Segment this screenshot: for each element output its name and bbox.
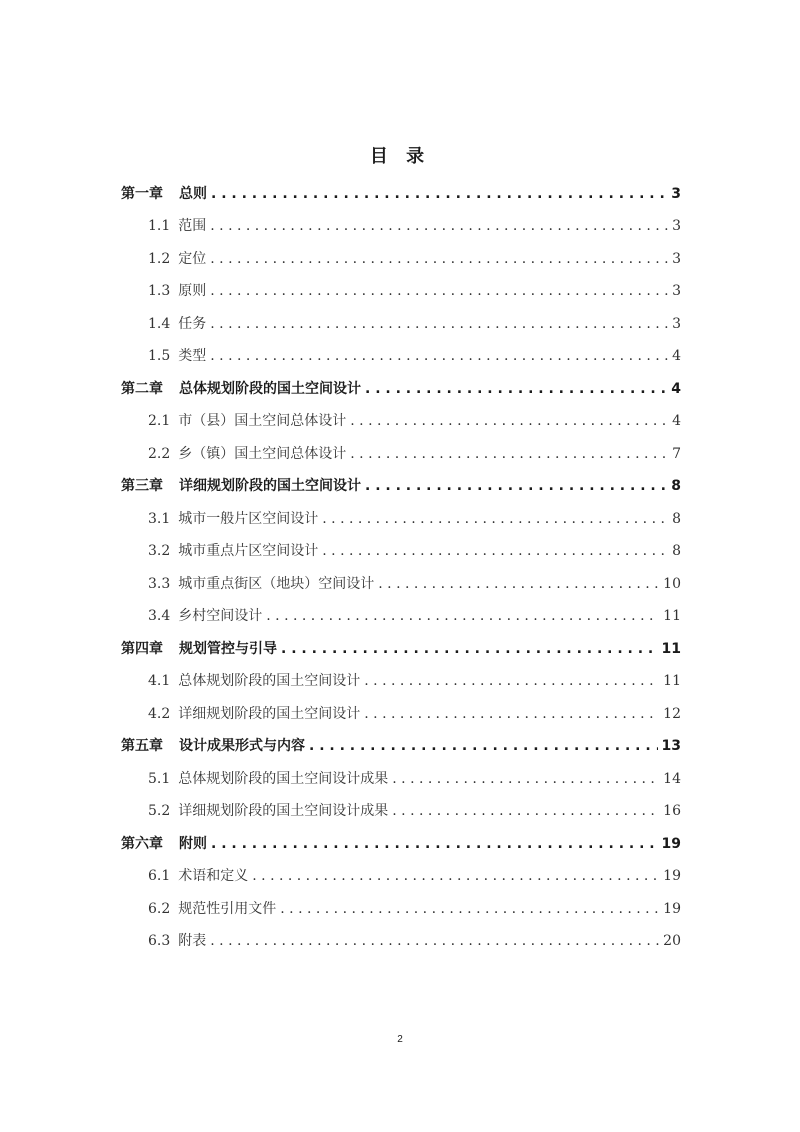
toc-section-entry[interactable] [121,272,681,305]
entry-page-number: 3 [672,250,681,267]
dot-leader [210,278,668,304]
entry-title: 乡村空间设计 [178,608,263,624]
entry-title: 规范性引用文件 [178,900,277,917]
entry-page-number: 8 [671,478,681,494]
entry-number: 6.3 [148,933,171,949]
dot-leader [281,636,658,662]
entry-title: 城市重点片区空间设计 [178,543,319,559]
entry-page-number: 4 [671,380,681,397]
toc-chapter-entry[interactable] [121,629,681,662]
entry-title: 任务 [178,315,207,332]
toc-chapter-entry[interactable] [121,467,681,500]
toc-section-entry[interactable] [121,239,681,272]
dot-leader [210,246,668,272]
dot-leader [322,538,668,564]
toc-section-entry[interactable] [121,304,681,337]
entry-title: 城市一般片区空间设计 [178,510,319,527]
page-number: 2 [397,1034,403,1045]
entry-page-number: 11 [661,640,681,657]
toc-chapter-entry[interactable] [121,727,681,760]
entry-page-number: 3 [671,185,681,202]
entry-number: 3.2 [148,543,171,559]
toc-section-entry[interactable] [121,402,681,435]
dot-leader [322,506,668,532]
entry-page-number: 7 [672,445,681,462]
dot-leader [365,473,667,499]
entry-title: 详细规划阶段的国土空间设计 [178,705,361,722]
dot-leader [266,603,659,629]
entry-title: 范围 [178,218,207,234]
entry-page-number: 19 [661,835,681,852]
entry-page-number: 19 [663,868,681,884]
toc-section-entry[interactable] [121,337,681,370]
entry-number: 1.3 [148,283,171,299]
entry-page-number: 19 [663,900,681,917]
toc-title: 目 录 [369,146,431,167]
entry-number: 3.4 [148,608,171,624]
dot-leader [210,311,668,337]
entry-number: 第四章 [121,640,163,657]
entry-number: 4.2 [148,705,171,722]
entry-title: 总则 [179,185,207,202]
toc-section-entry[interactable] [121,564,681,597]
entry-number: 第六章 [121,835,163,852]
toc-section-entry[interactable] [121,857,681,890]
toc-chapter-entry[interactable] [121,824,681,857]
toc-section-entry[interactable] [121,694,681,727]
toc-chapter-entry[interactable] [121,369,681,402]
toc-section-entry[interactable] [121,792,681,825]
entry-number: 第五章 [121,738,163,754]
entry-number: 4.1 [148,673,171,689]
entry-page-number: 14 [663,770,681,787]
entry-page-number: 3 [672,218,681,234]
entry-title: 附表 [178,933,207,949]
entry-number: 第一章 [121,185,163,202]
dot-leader [392,766,659,792]
entry-page-number: 12 [663,705,681,722]
entry-number: 第二章 [121,380,163,397]
entry-number: 1.5 [148,348,171,364]
entry-title: 术语和定义 [178,868,249,884]
entry-number: 1.1 [148,218,171,234]
entry-page-number: 10 [663,575,681,592]
dot-leader [364,701,659,727]
entry-title: 设计成果形式与内容 [179,738,305,754]
entry-page-number: 8 [672,543,681,559]
entry-page-number: 4 [672,413,681,429]
dot-leader [280,896,659,922]
dot-leader [252,863,659,889]
dot-leader [211,181,667,207]
entry-number: 3.3 [148,575,171,592]
dot-leader [364,668,659,694]
entry-page-number: 20 [663,933,681,949]
toc-section-entry[interactable] [121,434,681,467]
entry-number: 1.4 [148,315,171,332]
dot-leader [350,408,668,434]
entry-page-number: 13 [661,738,681,754]
toc-section-entry[interactable] [121,597,681,630]
entry-page-number: 3 [672,283,681,299]
toc-section-entry[interactable] [121,889,681,922]
entry-number: 1.2 [148,250,171,267]
toc-section-entry[interactable] [121,499,681,532]
entry-page-number: 8 [672,510,681,527]
toc-section-entry[interactable] [121,532,681,565]
dot-leader [365,376,667,402]
dot-leader [392,798,659,824]
entry-number: 5.1 [148,770,171,787]
entry-page-number: 3 [672,315,681,332]
entry-page-number: 4 [672,348,681,364]
toc-chapter-entry[interactable] [121,174,681,207]
entry-title: 乡（镇）国土空间总体设计 [178,445,347,462]
entry-title: 详细规划阶段的国土空间设计成果 [178,803,389,819]
dot-leader [210,213,668,239]
toc-section-entry[interactable] [121,662,681,695]
table-of-contents [121,174,681,954]
toc-section-entry[interactable] [121,922,681,955]
entry-title: 城市重点街区（地块）空间设计 [178,575,375,592]
entry-title: 规划管控与引导 [179,640,277,657]
entry-title: 类型 [178,348,207,364]
entry-number: 第三章 [121,478,163,494]
entry-number: 5.2 [148,803,171,819]
toc-section-entry[interactable] [121,207,681,240]
dot-leader [309,733,658,759]
dot-leader [378,571,659,597]
dot-leader [211,831,658,857]
entry-title: 总体规划阶段的国土空间设计成果 [178,770,389,787]
entry-number: 2.1 [148,413,171,429]
entry-number: 2.2 [148,445,171,462]
entry-title: 定位 [178,250,207,267]
entry-title: 总体规划阶段的国土空间设计 [178,673,361,689]
dot-leader [210,343,668,369]
entry-title: 详细规划阶段的国土空间设计 [179,478,361,494]
dot-leader [350,441,668,467]
entry-number: 6.1 [148,868,171,884]
entry-title: 原则 [178,283,207,299]
entry-page-number: 16 [663,803,681,819]
entry-title: 市（县）国土空间总体设计 [178,413,347,429]
entry-page-number: 11 [663,673,681,689]
entry-page-number: 11 [663,608,681,624]
entry-number: 6.2 [148,900,171,917]
entry-title: 附则 [179,835,207,852]
entry-number: 3.1 [148,510,171,527]
toc-section-entry[interactable] [121,759,681,792]
entry-title: 总体规划阶段的国土空间设计 [179,380,361,397]
dot-leader [210,928,659,954]
